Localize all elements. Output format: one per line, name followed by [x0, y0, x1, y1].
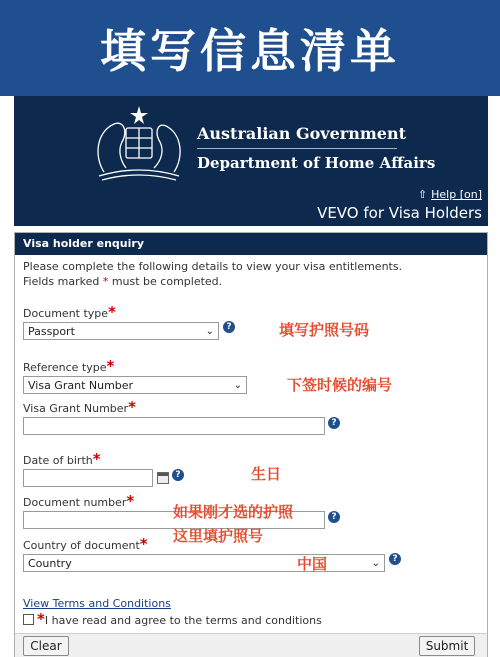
document-type-select[interactable]	[23, 322, 219, 340]
intro-text-line2	[23, 275, 222, 288]
visa-grant-input[interactable]	[23, 417, 325, 435]
date-of-birth-input[interactable]	[23, 469, 153, 487]
agree-label-text: I have read and agree to the terms and conditions	[44, 614, 322, 627]
submit-button[interactable]: Submit	[419, 636, 475, 656]
home-help-icon: ⇧	[417, 188, 428, 201]
document-number-label	[23, 492, 134, 510]
required-star: *	[106, 357, 115, 375]
country-value: Country	[28, 556, 72, 570]
annotation-ref-type: 下签时候的编号	[287, 376, 393, 394]
government-name: Australian Government	[197, 124, 406, 143]
intro-text-b: must be completed.	[108, 275, 223, 288]
help-link[interactable]: Help [on]	[431, 188, 482, 201]
annotation-dob: 生日	[251, 465, 282, 483]
country-select[interactable]	[23, 554, 385, 572]
button-bar	[15, 633, 487, 657]
department-name: Department of Home Affairs	[197, 154, 436, 172]
required-star: *	[108, 303, 116, 321]
required-star: *	[37, 610, 45, 628]
terms-link[interactable]: View Terms and Conditions	[23, 597, 171, 610]
reference-type-label-text: Reference type	[23, 361, 107, 374]
agree-checkbox[interactable]	[23, 614, 34, 625]
intro-text-a: Fields marked	[23, 275, 103, 288]
agree-label	[37, 610, 322, 628]
help-icon[interactable]: ?	[328, 417, 340, 429]
country-label-text: Country of document	[23, 539, 140, 552]
date-of-birth-label	[23, 450, 101, 468]
calendar-icon[interactable]	[157, 472, 169, 484]
annotation-doc-type: 填写护照号码	[279, 321, 370, 339]
coat-of-arms-icon	[84, 102, 194, 184]
document-type-label-text: Document type	[23, 307, 109, 320]
document-type-label	[23, 303, 116, 321]
required-star: *	[128, 398, 136, 416]
reference-type-select[interactable]	[23, 376, 247, 394]
help-icon[interactable]: ?	[389, 553, 401, 565]
document-number-label-text: Document number	[23, 496, 127, 509]
government-header	[14, 96, 488, 226]
help-toggle[interactable]	[418, 188, 482, 201]
date-of-birth-label-text: Date of birth	[23, 454, 93, 467]
visa-grant-label	[23, 398, 136, 416]
annotation-doc-number-1: 如果刚才选的护照	[173, 503, 294, 521]
form-title: Visa holder enquiry	[15, 233, 487, 255]
service-name: VEVO for Visa Holders	[317, 204, 482, 222]
required-star: *	[139, 535, 148, 553]
top-banner	[0, 0, 500, 96]
country-label	[23, 535, 148, 553]
required-star: *	[102, 275, 109, 288]
terms-link-wrap	[23, 592, 171, 611]
reference-type-label	[23, 357, 114, 375]
chevron-down-icon: ⌄	[233, 379, 242, 391]
help-icon[interactable]: ?	[172, 469, 184, 481]
annotation-country: 中国	[297, 555, 328, 573]
banner-title: 填写信息清单	[100, 24, 400, 78]
required-star: *	[126, 492, 135, 510]
annotation-doc-number-2: 这里填护照号	[173, 527, 264, 545]
header-divider	[197, 148, 397, 149]
chevron-down-icon: ⌄	[205, 325, 214, 337]
reference-type-value: Visa Grant Number	[28, 378, 134, 392]
intro-text-line1: Please complete the following details to view your visa entitlements.	[23, 260, 403, 273]
document-type-value: Passport	[28, 324, 75, 338]
visa-enquiry-form	[14, 232, 488, 657]
help-icon[interactable]: ?	[223, 321, 235, 333]
clear-button[interactable]: Clear	[23, 636, 69, 656]
visa-grant-label-text: Visa Grant Number	[23, 402, 129, 415]
help-icon[interactable]: ?	[328, 511, 340, 523]
required-star: *	[92, 450, 101, 468]
chevron-down-icon: ⌄	[371, 557, 380, 569]
